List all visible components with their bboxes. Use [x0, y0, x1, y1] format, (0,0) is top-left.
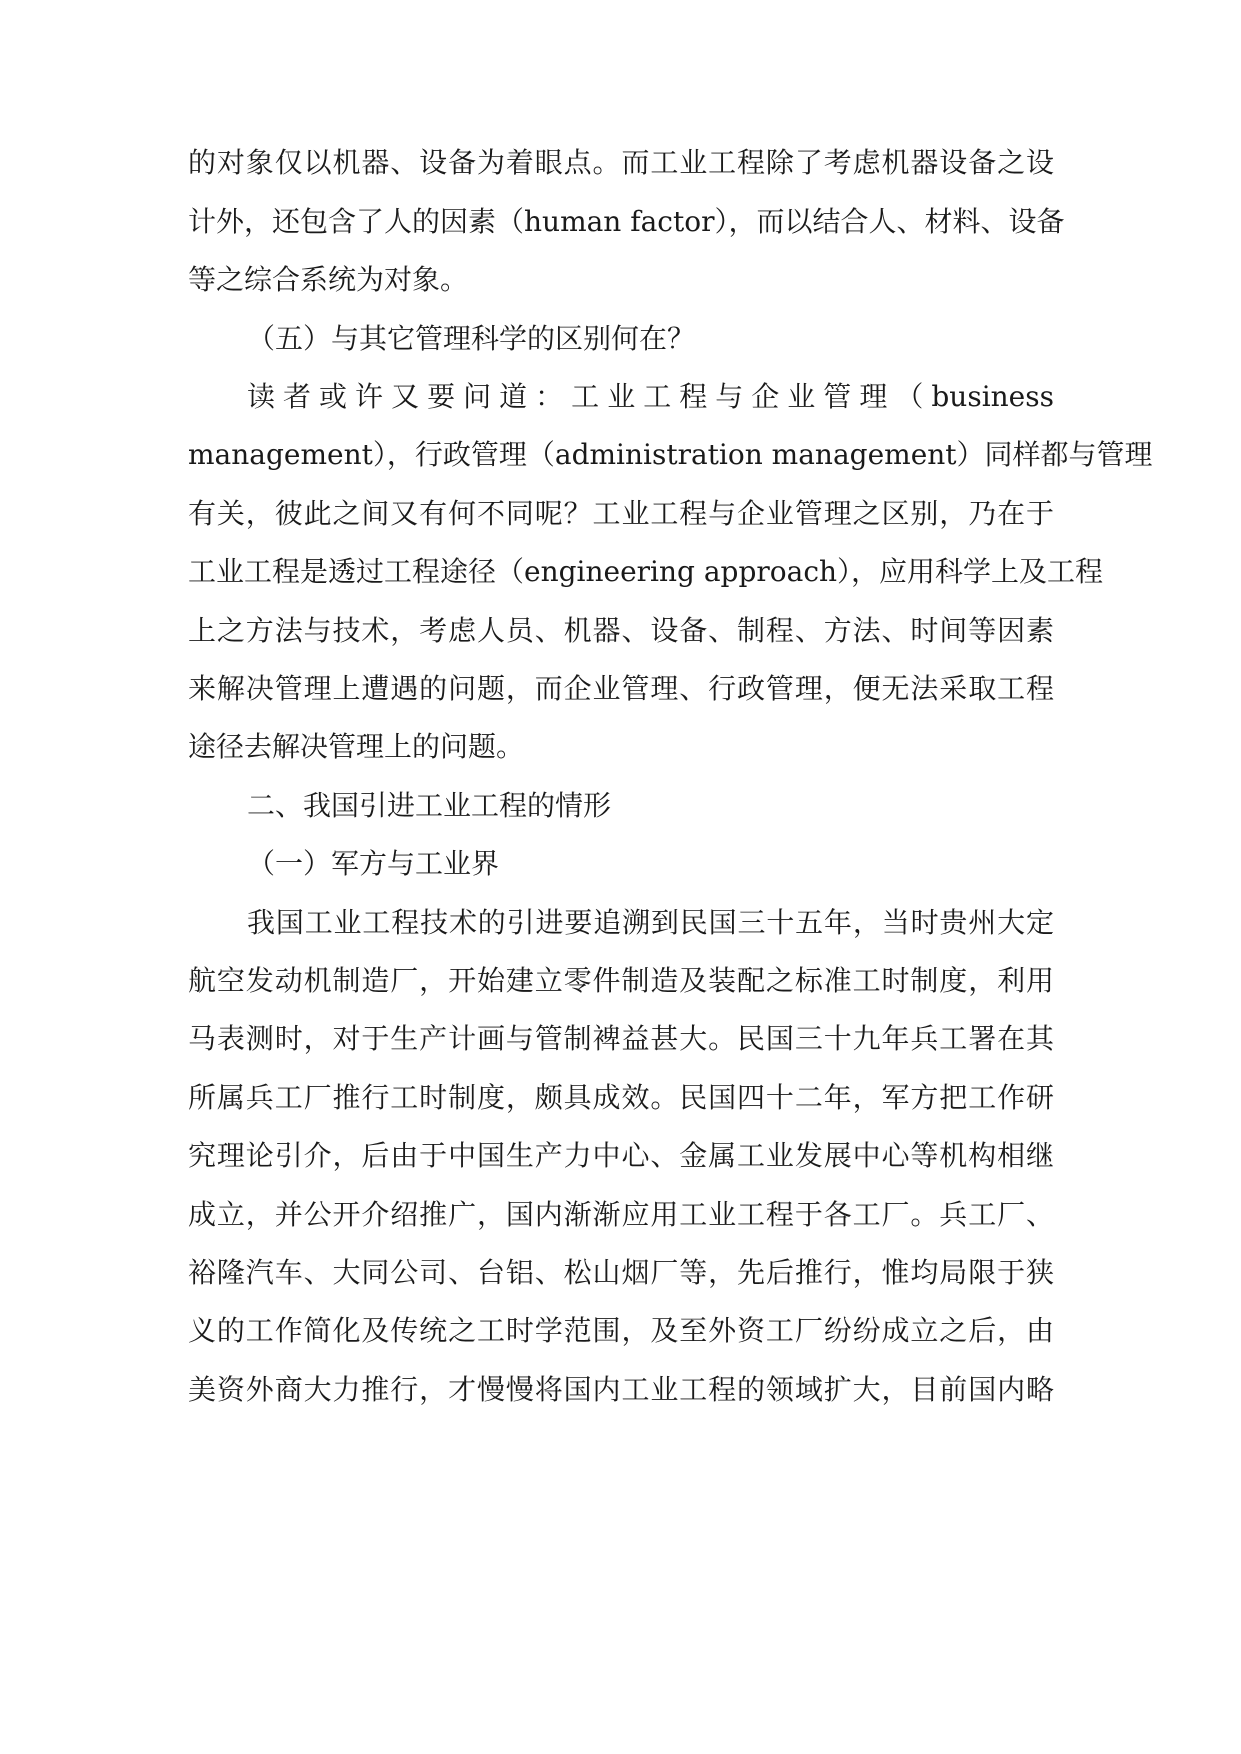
paragraph-line: 成立，并公开介绍推广，国内渐渐应用工业工程于各工厂。兵工厂、 [188, 1198, 1054, 1231]
paragraph-line: 究理论引介，后由于中国生产力中心、金属工业发展中心等机构相继 [188, 1139, 1054, 1172]
section-heading: （五）与其它管理科学的区别何在？ [247, 322, 696, 355]
paragraph-line: 途径去解决管理上的问题。 [188, 730, 525, 763]
paragraph-line: 裕隆汽车、大同公司、台铝、松山烟厂等，先后推行，惟均局限于狭 [188, 1256, 1054, 1289]
paragraph-line: 等之综合系统为对象。 [188, 263, 469, 296]
paragraph-line: 美资外商大力推行，才慢慢将国内工业工程的领域扩大，目前国内略 [188, 1373, 1054, 1406]
paragraph-line: management），行政管理（administration management）同样都与管理 [188, 438, 1153, 471]
paragraph-line: 上之方法与技术，考虑人员、机器、设备、制程、方法、时间等因素 [188, 614, 1054, 647]
paragraph-line: 所属兵工厂推行工时制度，颇具成效。民国四十二年，军方把工作研 [188, 1081, 1054, 1114]
paragraph-line: 读者或许又要问道：工业工程与企业管理（business [247, 380, 1054, 413]
paragraph-line: 义的工作简化及传统之工时学范围，及至外资工厂纷纷成立之后，由 [188, 1314, 1054, 1347]
paragraph-line: 有关，彼此之间又有何不同呢？工业工程与企业管理之区别，乃在于 [188, 497, 1054, 530]
paragraph-line: 计外，还包含了人的因素（human factor），而以结合人、材料、设备 [188, 205, 1065, 238]
paragraph-line: 工业工程是透过工程途径（engineering approach），应用科学上及工程 [188, 555, 1104, 588]
paragraph-line: 我国工业工程技术的引进要追溯到民国三十五年，当时贵州大定 [247, 906, 1054, 939]
section-heading: 二、我国引进工业工程的情形 [247, 789, 612, 822]
paragraph-line: 的对象仅以机器、设备为着眼点。而工业工程除了考虑机器设备之设 [188, 146, 1054, 179]
paragraph-line: 马表测时，对于生产计画与管制裨益甚大。民国三十九年兵工署在其 [188, 1022, 1054, 1055]
paragraph-line: 航空发动机制造厂，开始建立零件制造及装配之标准工时制度，利用 [188, 964, 1054, 997]
subsection-heading: （一）军方与工业界 [247, 847, 500, 880]
paragraph-line: 来解决管理上遭遇的问题，而企业管理、行政管理，便无法采取工程 [188, 672, 1054, 705]
